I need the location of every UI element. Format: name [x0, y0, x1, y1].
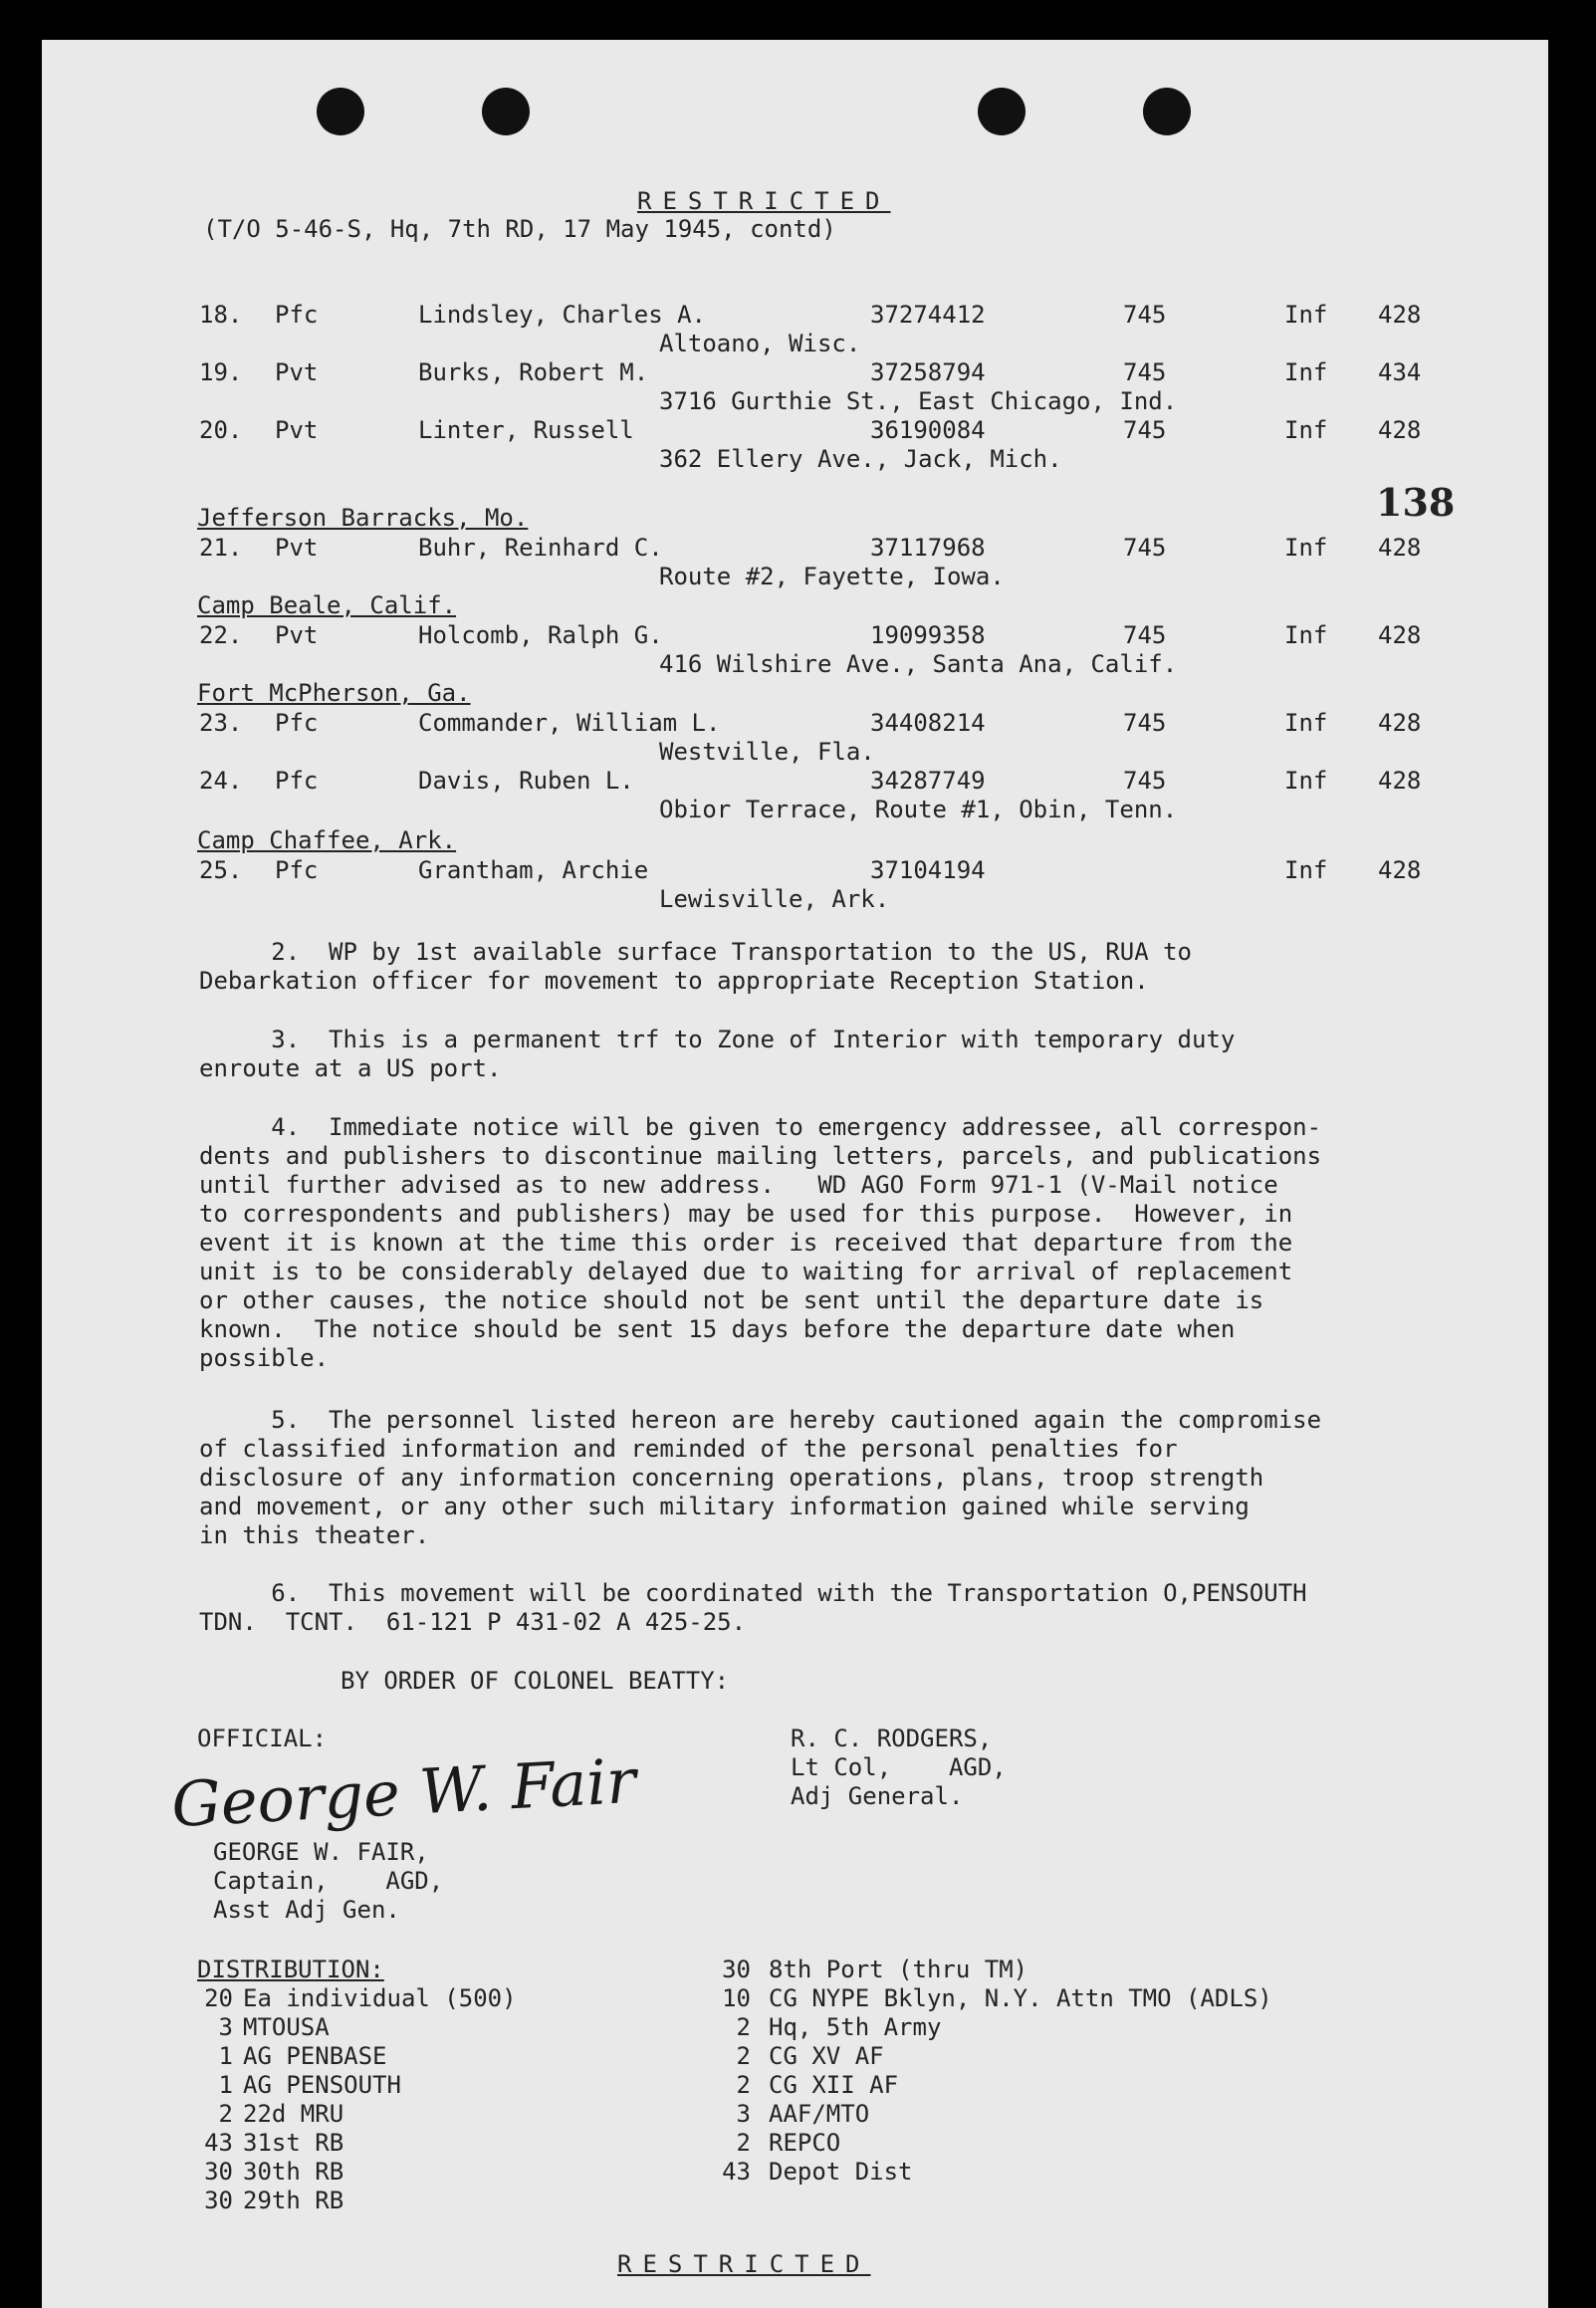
distribution-qty: 10	[722, 1984, 751, 2012]
distribution-qty: 2	[736, 2129, 751, 2157]
entry-unit: 428	[1378, 621, 1422, 649]
entry-address: Route #2, Fayette, Iowa.	[659, 563, 1005, 590]
entry-arm: Inf	[1284, 767, 1328, 795]
entry-number: 20.	[199, 416, 243, 444]
entry-number: 21.	[199, 534, 243, 562]
entry-name: Davis, Ruben L.	[418, 767, 634, 795]
location-heading: Fort McPherson, Ga.	[197, 679, 471, 707]
entry-unit: 428	[1378, 767, 1422, 795]
entry-code: 745	[1123, 621, 1167, 649]
entry-name: Grantham, Archie	[418, 856, 649, 884]
commander-rank: Lt Col, AGD,	[791, 1753, 1007, 1781]
entry-arm: Inf	[1284, 709, 1328, 737]
official-title: Asst Adj Gen.	[213, 1896, 400, 1924]
entry-code: 745	[1123, 416, 1167, 444]
entry-name: Burks, Robert M.	[418, 358, 649, 386]
entry-serial: 36190084	[870, 416, 986, 444]
distribution-qty: 3	[218, 2013, 233, 2041]
entry-address: 362 Ellery Ave., Jack, Mich.	[659, 445, 1062, 473]
distribution-qty: 43	[722, 2158, 751, 2186]
distribution-qty: 1	[218, 2042, 233, 2070]
location-heading: Camp Chaffee, Ark.	[197, 826, 457, 854]
commander-name: R. C. RODGERS,	[791, 1725, 993, 1752]
entry-unit: 428	[1378, 709, 1422, 737]
restricted-footer: RESTRICTED	[617, 2250, 871, 2278]
entry-name: Commander, William L.	[418, 709, 721, 737]
distribution-qty: 30	[204, 2187, 233, 2214]
distribution-item: Depot Dist	[769, 2158, 913, 2186]
entry-number: 24.	[199, 767, 243, 795]
paragraph-2: 2. WP by 1st available surface Transportation to the US, RUA to Debarkation officer for movement to appropriate Reception Station.	[199, 938, 1192, 995]
distribution-item: AG PENSOUTH	[243, 2071, 401, 2099]
distribution-item: AAF/MTO	[769, 2100, 870, 2128]
entry-code: 745	[1123, 709, 1167, 737]
distribution-item: REPCO	[769, 2129, 841, 2157]
distribution-qty: 2	[736, 2071, 751, 2099]
distribution-qty: 2	[736, 2013, 751, 2041]
distribution-item: 30th RB	[243, 2158, 344, 2186]
entry-rank: Pfc	[275, 767, 319, 795]
distribution-item: 8th Port (thru TM)	[769, 1956, 1028, 1983]
entry-rank: Pfc	[275, 301, 319, 329]
location-heading: Jefferson Barracks, Mo.	[197, 504, 529, 532]
distribution-qty: 2	[736, 2042, 751, 2070]
entry-arm: Inf	[1284, 621, 1328, 649]
entry-serial: 34287749	[870, 767, 986, 795]
entry-address: 3716 Gurthie St., East Chicago, Ind.	[659, 387, 1178, 415]
punch-hole	[317, 88, 364, 135]
entry-name: Lindsley, Charles A.	[418, 301, 706, 329]
entry-number: 19.	[199, 358, 243, 386]
entry-rank: Pvt	[275, 358, 319, 386]
entry-address: Westville, Fla.	[659, 738, 875, 766]
commander-title: Adj General.	[791, 1782, 964, 1810]
entry-rank: Pfc	[275, 856, 319, 884]
entry-address: Obior Terrace, Route #1, Obin, Tenn.	[659, 796, 1178, 823]
entry-name: Buhr, Reinhard C.	[418, 534, 663, 562]
signature: George W. Fair	[169, 1743, 638, 1842]
entry-address: 416 Wilshire Ave., Santa Ana, Calif.	[659, 650, 1178, 678]
entry-name: Linter, Russell	[418, 416, 634, 444]
entry-unit: 434	[1378, 358, 1422, 386]
paragraph-4: 4. Immediate notice will be given to emergency addressee, all correspon- dents and publishers to discontinue mailing letters, parcels, and publications until further advised as to new address. WD AGO Form 971-1 (V-Mail notice to correspondents and publishers) may be used for this purpose. However, in event it is known at the time this order is received that departure from the unit is to be considerably delayed due to waiting for arrival of replacement or other causes, the notice should not be sent until the departure date is known. The notice should be sent 15 days before the departure date when possible.	[199, 1113, 1322, 1372]
paragraph-5: 5. The personnel listed hereon are hereby cautioned again the compromise of classified information and reminded of the personal penalties for disclosure of any information concerning operations, plans, troop strength and movement, or any other such military information gained while serving in this theater.	[199, 1406, 1322, 1549]
entry-unit: 428	[1378, 534, 1422, 562]
entry-rank: Pfc	[275, 709, 319, 737]
entry-serial: 37117968	[870, 534, 986, 562]
entry-number: 22.	[199, 621, 243, 649]
entry-address: Altoano, Wisc.	[659, 330, 861, 357]
restricted-header: RESTRICTED	[637, 187, 891, 215]
entry-code: 745	[1123, 358, 1167, 386]
distribution-item: CG NYPE Bklyn, N.Y. Attn TMO (ADLS)	[769, 1984, 1272, 2012]
distribution-item: AG PENBASE	[243, 2042, 387, 2070]
entry-name: Holcomb, Ralph G.	[418, 621, 663, 649]
location-heading: Camp Beale, Calif.	[197, 591, 457, 619]
punch-hole	[978, 88, 1026, 135]
document-page	[42, 40, 1548, 2308]
distribution-qty: 20	[204, 1984, 233, 2012]
distribution-qty: 43	[204, 2129, 233, 2157]
entry-rank: Pvt	[275, 534, 319, 562]
entry-arm: Inf	[1284, 416, 1328, 444]
distribution-item: 31st RB	[243, 2129, 344, 2157]
paragraph-3: 3. This is a permanent trf to Zone of Interior with temporary duty enroute at a US port.	[199, 1026, 1236, 1082]
distribution-qty: 2	[218, 2100, 233, 2128]
order-subtitle: (T/O 5-46-S, Hq, 7th RD, 17 May 1945, contd)	[203, 215, 836, 243]
punch-hole	[1143, 88, 1191, 135]
distribution-label: DISTRIBUTION:	[197, 1956, 384, 1983]
entry-number: 23.	[199, 709, 243, 737]
entry-arm: Inf	[1284, 534, 1328, 562]
entry-code: 745	[1123, 767, 1167, 795]
punch-hole	[482, 88, 530, 135]
official-label: OFFICIAL:	[197, 1725, 328, 1752]
entry-address: Lewisville, Ark.	[659, 885, 890, 913]
entry-serial: 37104194	[870, 856, 986, 884]
entry-serial: 34408214	[870, 709, 986, 737]
distribution-item: CG XV AF	[769, 2042, 884, 2070]
entry-arm: Inf	[1284, 358, 1328, 386]
entry-unit: 428	[1378, 856, 1422, 884]
order-line: BY ORDER OF COLONEL BEATTY:	[341, 1667, 730, 1695]
distribution-qty: 30	[722, 1956, 751, 1983]
page-number: 138	[1376, 480, 1456, 525]
entry-unit: 428	[1378, 416, 1422, 444]
official-rank: Captain, AGD,	[213, 1867, 444, 1895]
entry-serial: 37274412	[870, 301, 986, 329]
distribution-item: CG XII AF	[769, 2071, 899, 2099]
entry-rank: Pvt	[275, 621, 319, 649]
distribution-qty: 3	[736, 2100, 751, 2128]
distribution-item: 22d MRU	[243, 2100, 344, 2128]
distribution-item: Hq, 5th Army	[769, 2013, 942, 2041]
distribution-qty: 1	[218, 2071, 233, 2099]
entry-number: 18.	[199, 301, 243, 329]
entry-unit: 428	[1378, 301, 1422, 329]
entry-rank: Pvt	[275, 416, 319, 444]
distribution-item: Ea individual (500)	[243, 1984, 517, 2012]
entry-number: 25.	[199, 856, 243, 884]
distribution-item: 29th RB	[243, 2187, 344, 2214]
entry-serial: 19099358	[870, 621, 986, 649]
entry-arm: Inf	[1284, 301, 1328, 329]
distribution-qty: 30	[204, 2158, 233, 2186]
entry-code: 745	[1123, 534, 1167, 562]
distribution-item: MTOUSA	[243, 2013, 330, 2041]
official-name: GEORGE W. FAIR,	[213, 1838, 429, 1866]
paragraph-6: 6. This movement will be coordinated with the Transportation O,PENSOUTH TDN. TCNT. 61-121 P 431-02 A 425-25.	[199, 1579, 1307, 1636]
entry-code: 745	[1123, 301, 1167, 329]
entry-serial: 37258794	[870, 358, 986, 386]
entry-arm: Inf	[1284, 856, 1328, 884]
